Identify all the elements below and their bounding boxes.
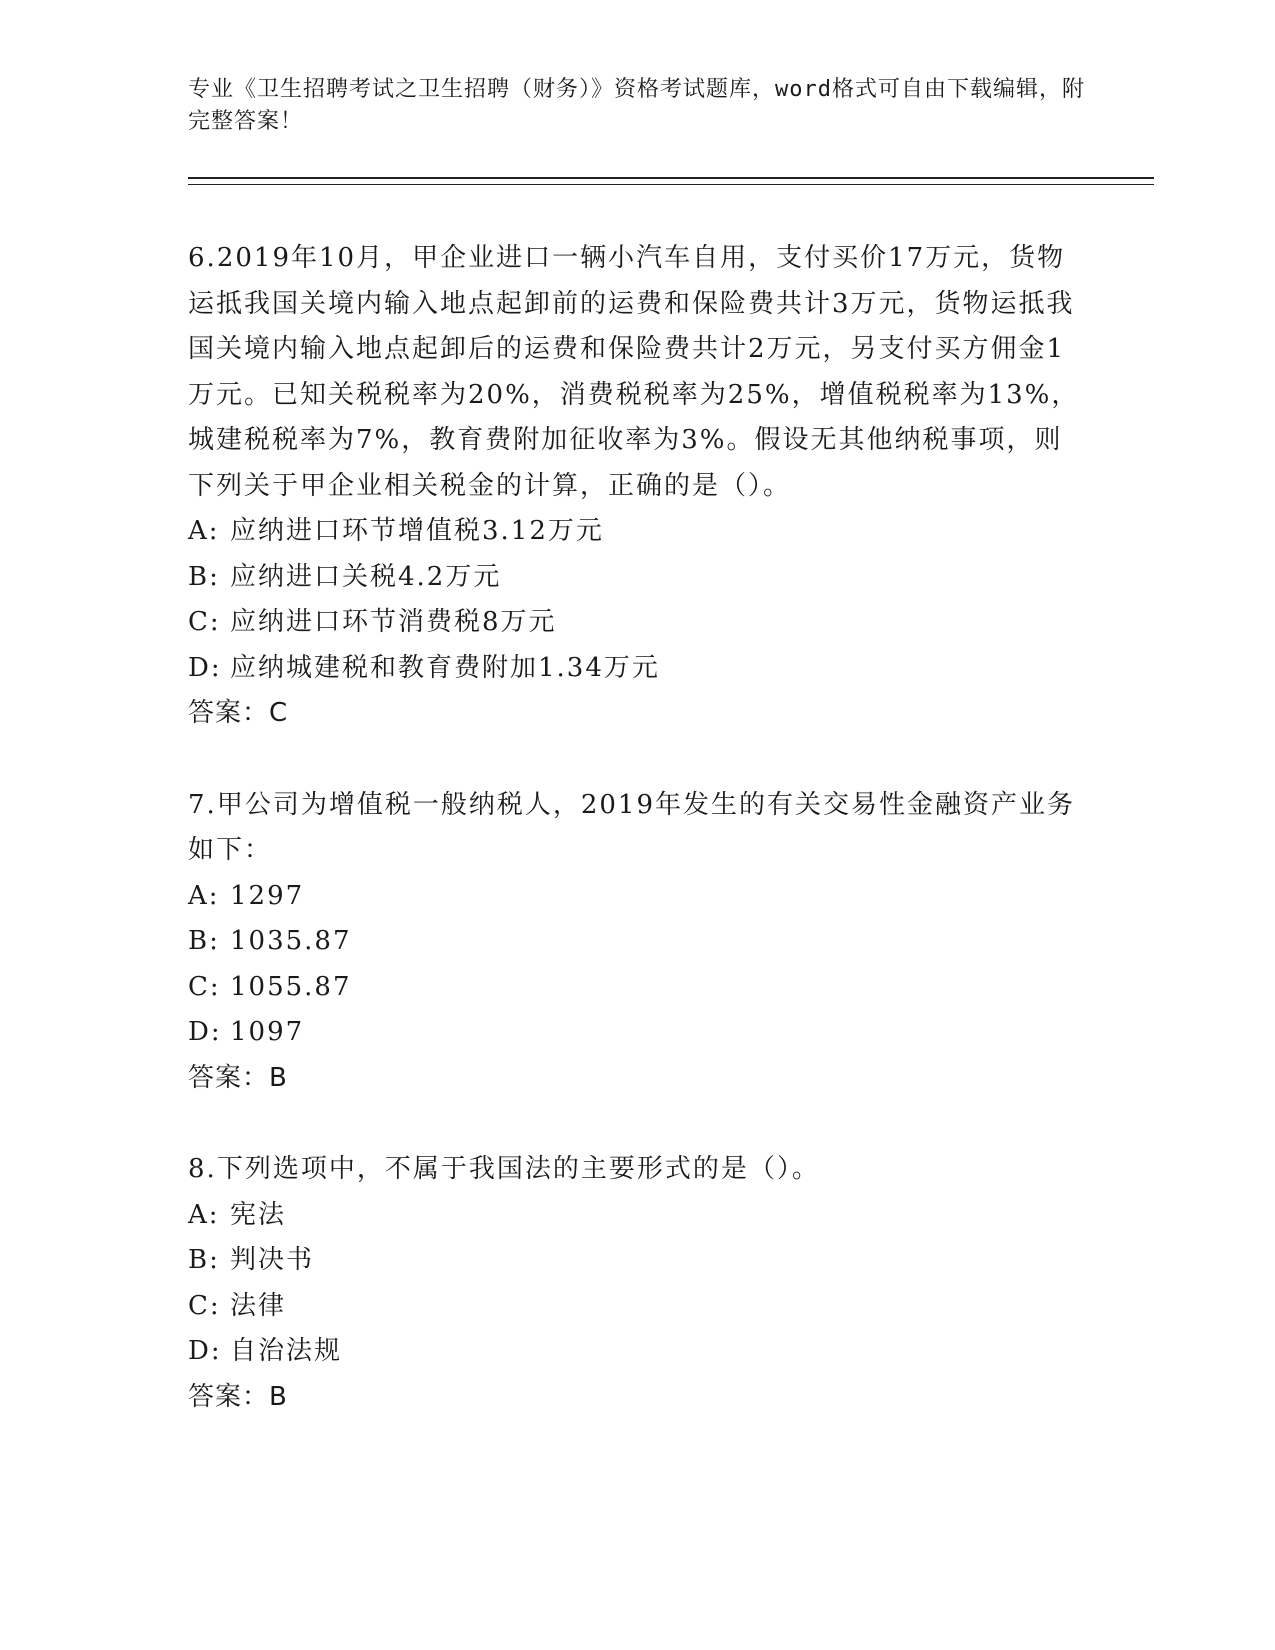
option-letter: C: [188,1290,221,1321]
document-header: 专业《卫生招聘考试之卫生招聘（财务）》资格考试题库，word格式可自由下载编辑，附完整答案！ [188,77,1085,134]
option-letter: D: [188,652,222,683]
question-text [188,783,1088,874]
option-d [188,1329,1088,1375]
option-b [188,1238,1088,1284]
question-text [188,236,1088,509]
question-number: 8. [188,1154,217,1184]
question-list [188,236,1088,1466]
question-text [188,1147,1088,1193]
option-c [188,1284,1088,1330]
option-a [188,874,1088,920]
question-body: 2019年10月，甲企业进口一辆小汽车自用，支付买价17万元，货物运抵我国关境内输入地点起卸前的运费和保险费共计3万元，货物运抵我国关境内输入地点起卸后的运费和保险费共计2万元，另支付买方佣金1万元。已知关税税率为20%，消费税税率为25%，增值税税率为13%，城建税税率为7%，教育费附加征收率为3%。假设无其他纳税事项，则下列关于甲企业相关税金的计算，正确的是（）。 [188,243,1080,501]
option-text: 1035.87 [230,926,352,956]
header-divider-thick [188,177,1154,179]
question-number: 7. [188,789,217,820]
option-d [188,646,1088,692]
option-b [188,919,1088,965]
option-letter: A: [188,1199,220,1230]
option-letter: B: [188,1245,220,1275]
question-body: 甲公司为增值税一般纳税人，2019年发生的有关交易性金融资产业务如下： [188,789,1075,865]
question-7 [188,783,1088,1102]
option-text: 宪法 [230,1199,287,1230]
option-text: 应纳进口环节消费税8万元 [230,607,557,637]
question-body: 下列选项中，不属于我国法的主要形式的是（）。 [216,1154,820,1184]
option-a [188,509,1088,555]
answer-line: 答案：B [188,1062,288,1093]
option-text: 判决书 [230,1245,315,1275]
question-number: 6. [188,243,217,273]
option-letter: D: [188,1336,222,1366]
option-letter: B: [188,561,220,592]
option-a [188,1193,1088,1239]
option-b [188,555,1088,601]
option-letter: C: [188,607,221,637]
answer-line: 答案：C [188,698,289,728]
option-text: 法律 [230,1290,287,1321]
option-c [188,600,1088,646]
option-letter: C: [188,971,221,1002]
option-text: 应纳城建税和教育费附加1.34万元 [230,652,660,683]
option-letter: A: [188,516,220,546]
answer-line: 答案：B [188,1381,288,1412]
option-d [188,1010,1088,1056]
option-text: 应纳进口环节增值税3.12万元 [230,516,604,546]
option-text: 1097 [230,1017,305,1047]
option-text: 自治法规 [230,1336,343,1366]
option-letter: A: [188,880,220,911]
option-letter: D: [188,1017,222,1047]
question-8 [188,1147,1088,1420]
option-c [188,965,1088,1011]
option-text: 应纳进口关税4.2万元 [230,561,502,592]
question-6 [188,236,1088,737]
option-text: 1297 [230,880,305,911]
option-text: 1055.87 [230,971,352,1002]
header-divider-thin [188,184,1154,185]
option-letter: B: [188,926,220,956]
